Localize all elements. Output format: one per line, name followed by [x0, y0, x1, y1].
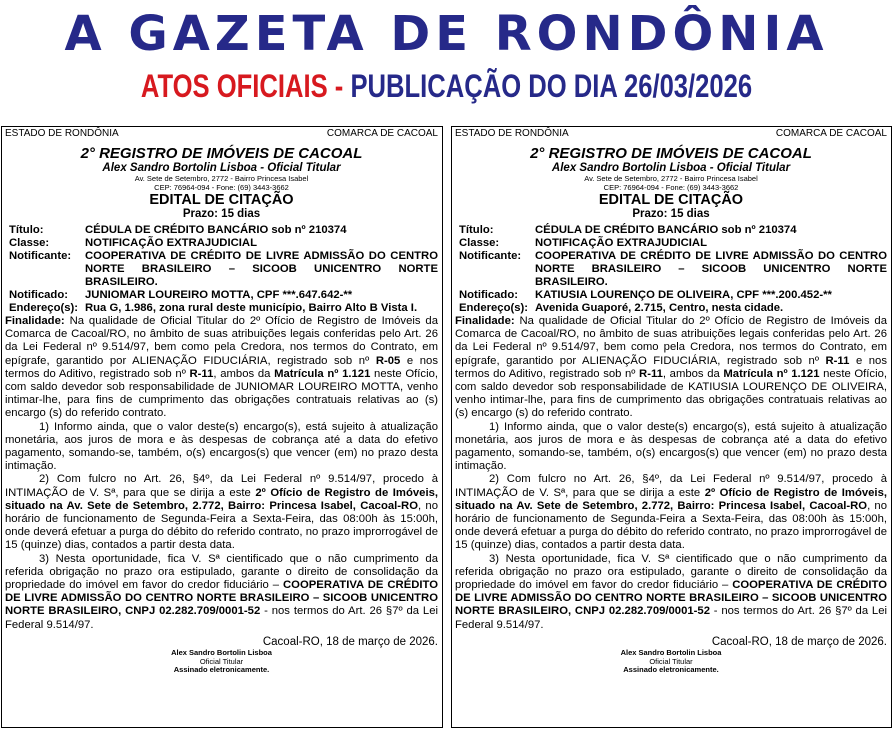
field-classe [455, 237, 887, 250]
office-contact: CEP: 76964-094 - Fone: (69) 3443-3662 [154, 183, 289, 192]
signature-note: Assinado eletronicamente. [623, 665, 719, 675]
field-label: Notificado: [9, 289, 68, 301]
office-contact: CEP: 76964-094 - Fone: (69) 3443-3662 [603, 183, 739, 192]
field-value: CÉDULA DE CRÉDITO BANCÁRIO sob nº 210374 [85, 224, 347, 236]
field-value: Avenida Guaporé, 2.715, Centro, nesta cidade. [535, 302, 784, 314]
text-run: , no horário de funcionamento de Segunda-Feira a Sexta-Feira, das 08:00h às 15:00h, onde deverá efetuar a purga do débito do referido contrato, no prazo improrrogável de 15 (quinze) dias, contados a partir desta data. [455, 499, 887, 552]
field-value: COOPERATIVA DE CRÉDITO DE LIVRE ADMISSÃO DO CENTRO NORTE BRASILEIRO – SICOOB UNICENTRO NORTE BRASILEIRO. [85, 250, 438, 288]
field-notificante [5, 250, 438, 289]
field-label: Endereço(s): [459, 302, 529, 314]
field-endereco [5, 302, 438, 315]
signer-name: Alex Sandro Bortolin Lisboa [620, 648, 722, 658]
section-label: ATOS OFICIAIS [140, 68, 328, 104]
field-label: Notificado: [459, 289, 518, 301]
field-label: Endereço(s): [9, 302, 79, 314]
item-3-paragraph [5, 553, 438, 632]
field-value: NOTIFICAÇÃO EXTRAJUDICIAL [85, 237, 257, 249]
text-run: , no horário de funcionamento de Segunda-Feira a Sexta-Feira, das 08:00h às 15:00h, onde deverá efetuar a purga do débito do referido contrato, no prazo improrrogável de 15 (quinze) dias, contados a partir desta data. [5, 499, 438, 552]
item-1-paragraph: 1) Informo ainda, que o valor deste(s) encargo(s), está sujeito à atualização monetária, aos juros de mora e às despesas de cobrança até a data do efetivo pagamento, somando-se, também, o(s) encargos(s) que vencer (em) no prazo desta intimação. [5, 420, 438, 473]
item-1-paragraph: 1) Informo ainda, que o valor deste(s) encargo(s), está sujeito à atualização monetária, aos juros de mora e às despesas de cobrança até a data do efetivo pagamento, somando-se, também, o(s) encargos(s) que vencer (em) no prazo desta intimação. [455, 420, 887, 473]
field-notificante [455, 250, 887, 289]
office-address: Av. Sete de Setembro, 2772 - Bairro Princesa Isabel [584, 174, 758, 183]
field-label: Notificante: [9, 250, 72, 262]
banner-separator: - [334, 68, 344, 104]
field-value: KATIUSIA LOURENÇO DE OLIVEIRA, CPF ***.200.452-** [535, 289, 832, 301]
signer-name: Alex Sandro Bortolin Lisboa [171, 648, 272, 658]
matricula-number: Matrícula nº 1.121 [274, 367, 371, 380]
text-run: 3) Nesta oportunidade, fica V. Sª cientificado que o não cumprimento da referida obrigação no prazo ora estipulado, garante o direito de consolidação da propriedade do imóvel em favor do credor fiduciário – [5, 552, 438, 592]
notice-header [5, 128, 438, 140]
registry-office-title: 2° REGISTRO DE IMÓVEIS DE CACOAL [80, 145, 363, 162]
field-label: Classe: [459, 237, 500, 249]
field-value: CÉDULA DE CRÉDITO BANCÁRIO sob nº 210374 [535, 224, 797, 236]
finalidade-label: Finalidade: [455, 315, 515, 327]
text-run: - nos termos do Art. 26 §7º da Lei Federal 9.514/97. [5, 605, 438, 631]
publication-date-label: PUBLICAÇÃO DO DIA 26/03/2026 [350, 68, 753, 104]
item-2-paragraph [5, 473, 438, 552]
signature-block [5, 649, 438, 675]
creditor-name: COOPERATIVA DE CRÉDITO DE LIVRE ADMISSÃO DO CENTRO NORTE BRASILEIRO – SICOOB UNICENTRO NORTE BRASILEIRO, CNPJ 02.282.709/0001-52 [455, 579, 887, 618]
signer-role: Oficial Titular [199, 656, 244, 666]
registration-number: R-11 [825, 354, 850, 367]
finalidade-paragraph [5, 315, 438, 421]
notice-panel-right [451, 126, 892, 728]
state-label: ESTADO DE RONDÔNIA [5, 128, 119, 139]
masthead [0, 0, 893, 125]
registration-number: R-11 [639, 367, 663, 380]
text-run: e nos termos do Aditivo, registrado sob nº [5, 354, 438, 380]
document-title: EDITAL DE CITAÇÃO [149, 192, 294, 208]
notice-header [455, 128, 887, 140]
registry-office-title: 2° REGISTRO DE IMÓVEIS DE CACOAL [530, 145, 812, 162]
field-notificado [5, 289, 438, 302]
field-value: COOPERATIVA DE CRÉDITO DE LIVRE ADMISSÃO DO CENTRO NORTE BRASILEIRO – SICOOB UNICENTRO NORTE BRASILEIRO. [535, 250, 887, 288]
signer-role: Oficial Titular [649, 656, 693, 666]
item-2-paragraph [455, 473, 887, 552]
text-run: 3) Nesta oportunidade, fica V. Sª cientificado que o não cumprimento da referida obrigação no prazo ora estipulado, garante o direito de consolidação da propriedade do imóvel em favor do credor fiduciário – [455, 552, 887, 592]
field-value: NOTIFICAÇÃO EXTRAJUDICIAL [535, 237, 707, 249]
field-classe [5, 237, 438, 250]
field-value: Rua G, 1.986, zona rural deste município, Bairro Alto B Vista I. [85, 302, 418, 314]
text-run: , ambos da [213, 367, 275, 380]
field-notificado [455, 289, 887, 302]
newspaper-title: A GAZETA DE RONDÔNIA [64, 6, 829, 62]
district-label: COMARCA DE CACOAL [775, 128, 887, 139]
publication-banner [89, 68, 803, 105]
document-title: EDITAL DE CITAÇÃO [598, 192, 744, 208]
text-run: - nos termos do Art. 26 §7º da Lei Federal 9.514/97. [455, 605, 887, 631]
office-location: 2º Ofício de Registro de Imóveis, situado na Av. Sete de Setembro, 2.772, Bairro: Princesa Isabel, Cacoal-RO [5, 486, 438, 512]
state-label: ESTADO DE RONDÔNIA [455, 128, 569, 139]
signature-block [455, 649, 887, 675]
text-run: e nos termos do Aditivo, registrado sob nº [455, 354, 887, 380]
field-titulo [455, 224, 887, 237]
field-value: JUNIOMAR LOUREIRO MOTTA, CPF ***.647.642-** [85, 289, 353, 301]
item-3-paragraph [455, 553, 887, 632]
signature-note: Assinado eletronicamente. [173, 665, 270, 675]
finalidade-paragraph [455, 315, 887, 421]
field-label: Notificante: [459, 250, 522, 262]
office-address: Av. Sete de Setembro, 2772 - Bairro Princesa Isabel [134, 174, 309, 183]
notice-panel-left [1, 126, 443, 728]
matricula-number: Matrícula nº 1.121 [723, 367, 820, 380]
text-run: Na qualidade de Oficial Titular do 2º Ofício de Registro de Imóveis da Comarca de Cacoal/RO, no âmbito de suas atribuições legais conferidas pelo Art. 26 da Lei Federal nº 9.514/97, bem como pela Credora, nos termos do Contrato, em epígrafe, garantido por ALIENAÇÃO FIDUCIÁRIA, registrado sob nº [5, 315, 438, 367]
text-run: neste Ofício, com saldo devedor sob responsabilidade de KATIUSIA LOURENÇO DE OLIVEIRA, venho intimar-lhe, para fins de cumprimento das obrigações contratuais relativas ao (s) encargo (s) do referido contrato. [455, 367, 888, 420]
deadline: Prazo: 15 dias [182, 208, 261, 220]
field-label: Título: [9, 224, 44, 236]
officer-name: Alex Sandro Bortolin Lisboa - Oficial Titular [102, 162, 341, 174]
issue-date: Cacoal-RO, 18 de março de 2026. [711, 635, 887, 648]
registration-number: R-05 [375, 354, 401, 367]
deadline: Prazo: 15 dias [632, 208, 710, 220]
registration-number: R-11 [189, 367, 214, 380]
text-run: 2) Com fulcro no Art. 26, §4º, da Lei Federal nº 9.514/97, procedo à INTIMAÇÃO de V. Sª, para que se dirija a este [455, 473, 887, 499]
officer-name: Alex Sandro Bortolin Lisboa - Oficial Titular [551, 162, 791, 174]
text-run: neste Ofício, com saldo devedor sob responsabilidade de JUNIOMAR LOUREIRO MOTTA, venho intimar-lhe, para fins de cumprimento das obrigações contratuais relativas ao (s) encargo (s) do referido contrato. [5, 367, 439, 420]
creditor-name: COOPERATIVA DE CRÉDITO DE LIVRE ADMISSÃO DO CENTRO NORTE BRASILEIRO – SICOOB UNICENTRO NORTE BRASILEIRO, CNPJ 02.282.709/0001-52 [5, 579, 439, 618]
field-titulo [5, 224, 438, 237]
text-run: 2) Com fulcro no Art. 26, §4º, da Lei Federal nº 9.514/97, procedo à INTIMAÇÃO de V. Sª, para que se dirija a este [5, 473, 438, 499]
office-location: 2º Ofício de Registro de Imóveis, situado na Av. Sete de Setembro, 2.772, Bairro: Princesa Isabel, Cacoal-RO [455, 486, 887, 512]
finalidade-label: Finalidade: [5, 315, 65, 327]
field-label: Classe: [9, 237, 50, 249]
field-endereco [455, 302, 887, 315]
text-run: Na qualidade de Oficial Titular do 2º Ofício de Registro de Imóveis da Comarca de Cacoal/RO, no âmbito de suas atribuições legais conferidas pelo Art. 26 da Lei Federal nº 9.514/97, bem como pela Credora, nos termos do Contrato, em epígrafe, garantido por ALIENAÇÃO FIDUCIÁRIA, registrado sob nº [455, 315, 887, 367]
district-label: COMARCA DE CACOAL [326, 128, 438, 139]
field-label: Título: [459, 224, 494, 236]
text-run: , ambos da [662, 367, 724, 380]
issue-date: Cacoal-RO, 18 de março de 2026. [262, 635, 438, 648]
